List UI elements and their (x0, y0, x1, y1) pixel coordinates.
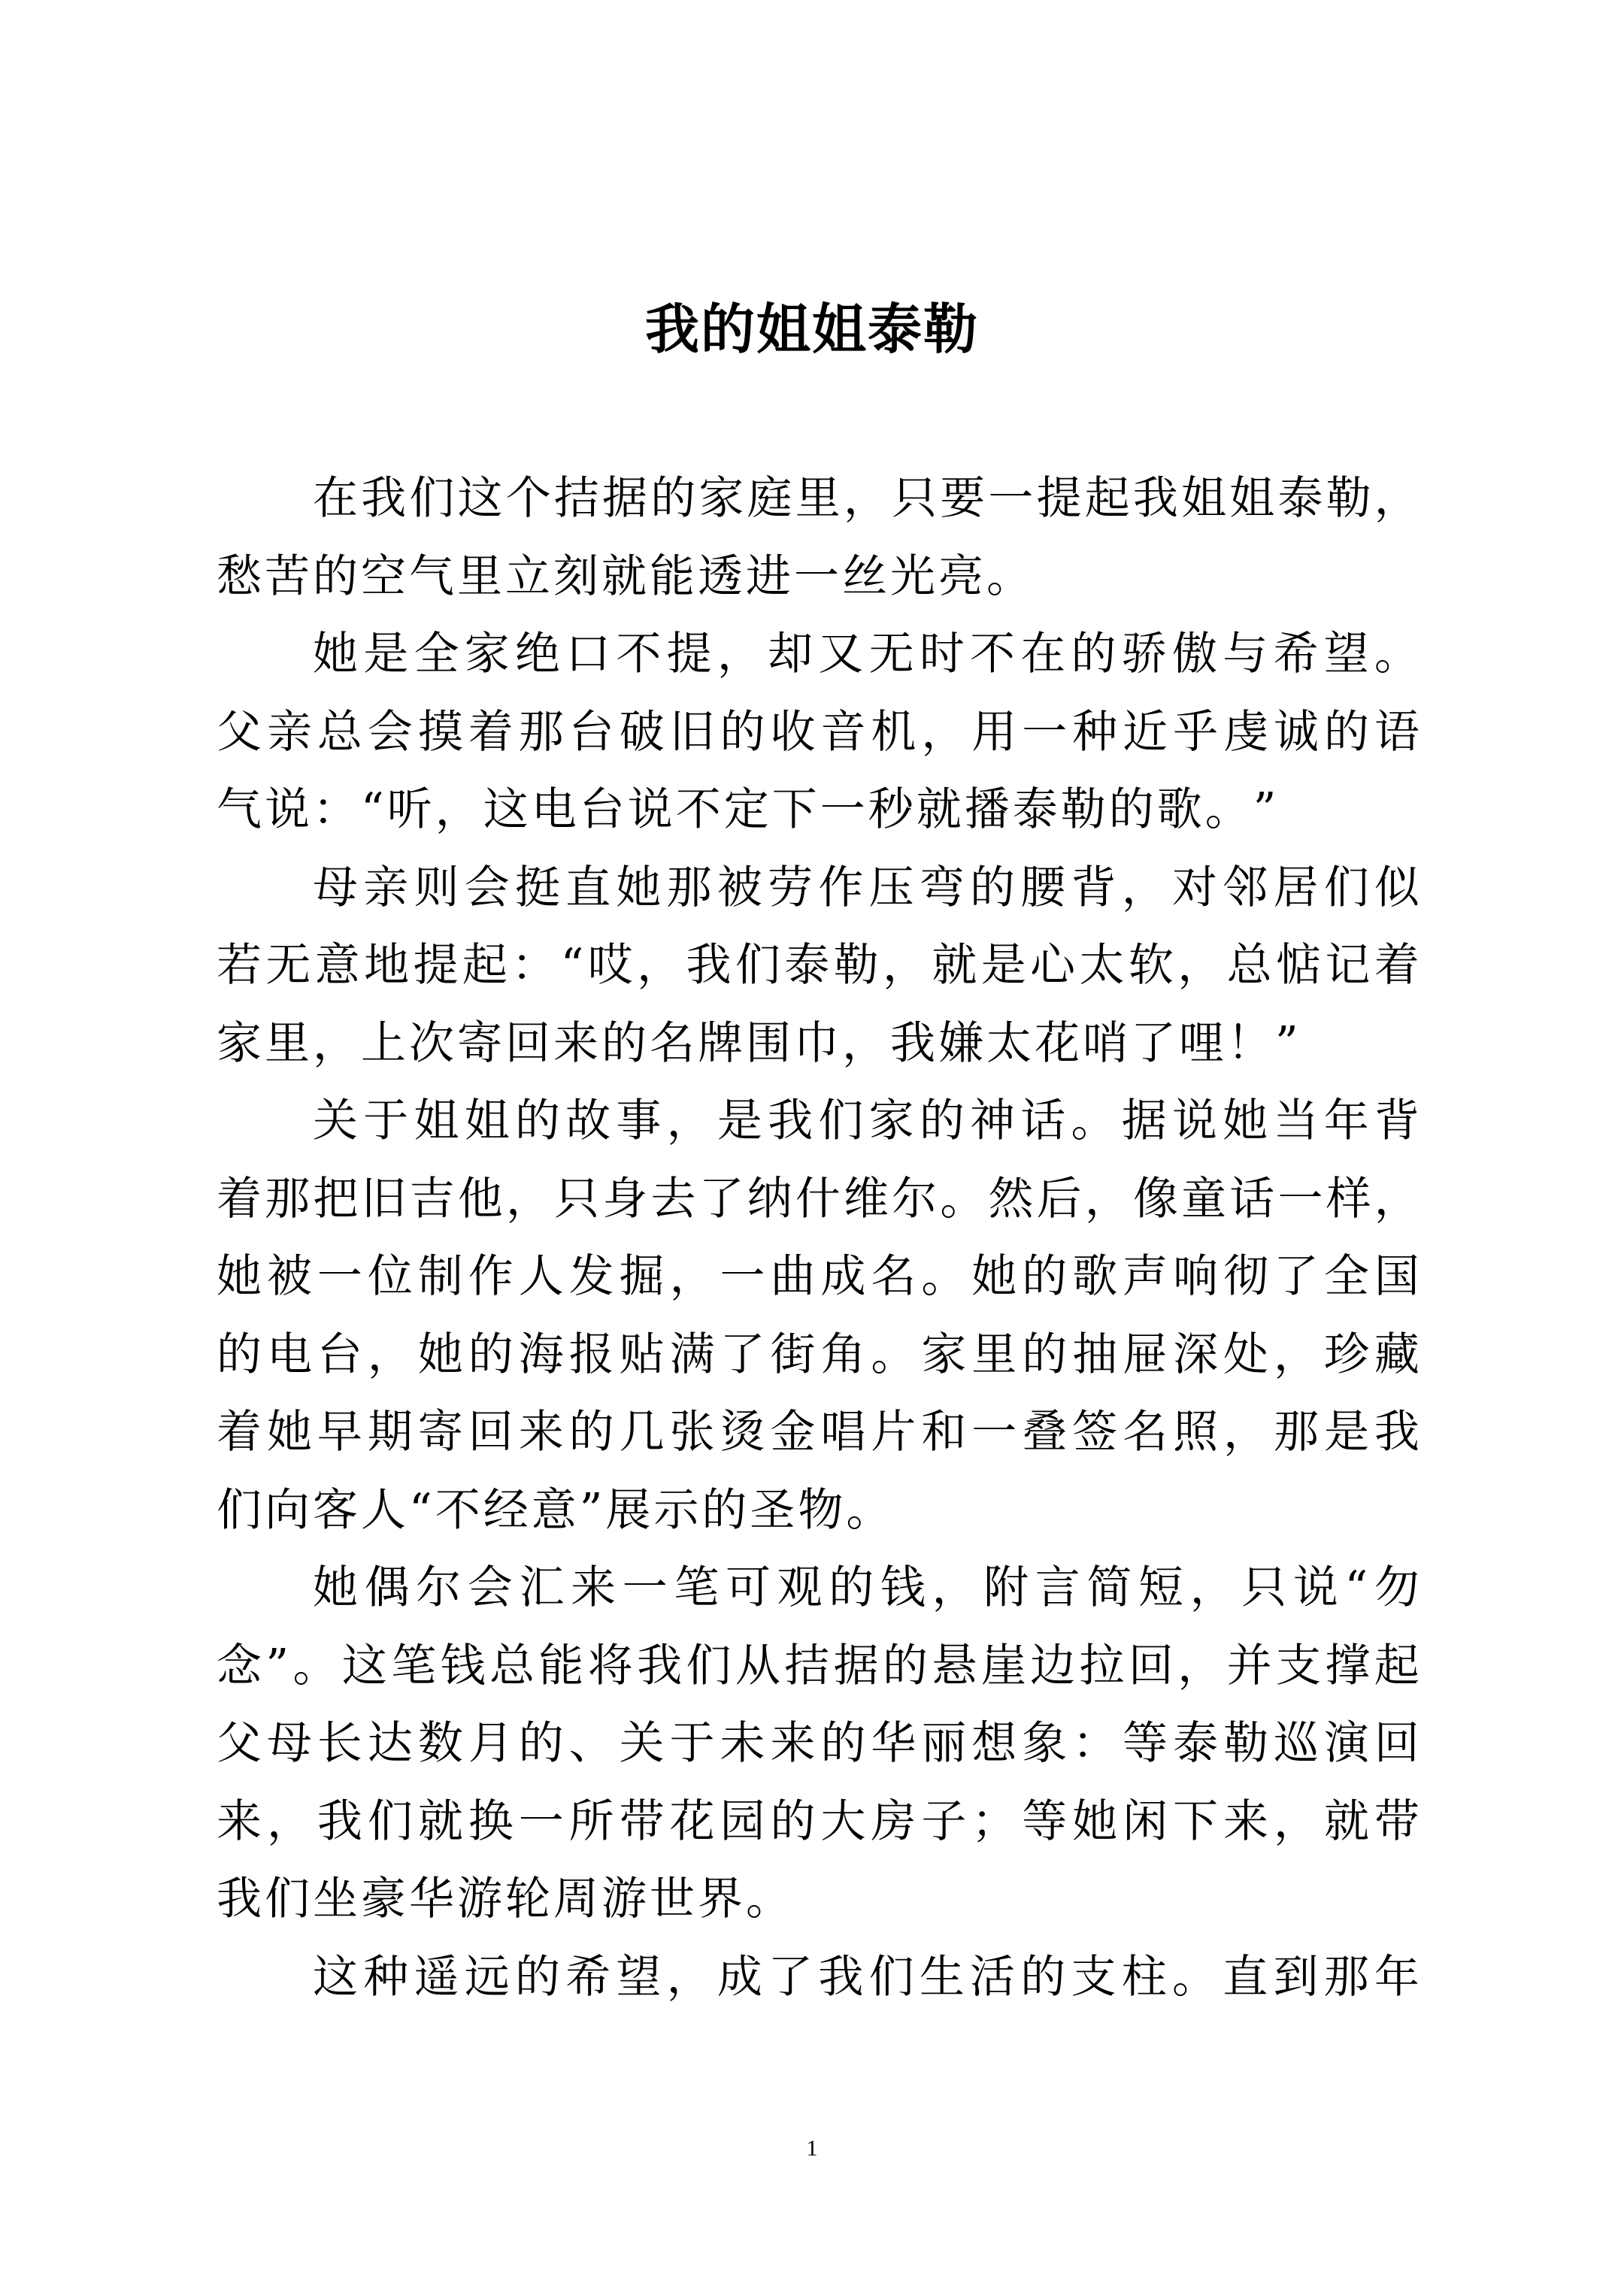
text-line: 父 母 长 达 数 月 的 、 关 于 未 来 的 华 丽 想 象 ： 等 泰 勒 巡 演 回 (217, 1717, 1419, 1770)
text-line: 这 种 遥 远 的 希 望 ， 成 了 我 们 生 活 的 支 柱 。 直 到 那 年 (313, 1950, 1419, 2004)
text-line: 们 向 客 人 “ 不 经 意 ” 展 示 的 圣 物 。 (217, 1483, 892, 1537)
text-line: 在 我 们 这 个 拮 据 的 家 庭 里 ， 只 要 一 提 起 我 姐 姐 泰 勒 ， (313, 472, 1419, 525)
text-line: 若 无 意 地 提 起 ： “ 哎 ， 我 们 泰 勒 ， 就 是 心 太 软 ， 总 惦 记 着 (217, 939, 1419, 992)
text-line: 关 于 姐 姐 的 故 事 ， 是 我 们 家 的 神 话 。 据 说 她 当 年 背 (313, 1095, 1419, 1147)
text-line: 她 是 全 家 绝 口 不 提 ， 却 又 无 时 不 在 的 骄 傲 与 希 望 。 (313, 628, 1419, 680)
text-line: 我 们 坐 豪 华 游 轮 周 游 世 界 。 (217, 1873, 791, 1925)
text-line: 家 里 ， 上 次 寄 回 来 的 名 牌 围 巾 ， 我 嫌 太 花 哨 了 哩 ！ ” (217, 1016, 1298, 1070)
text-line: 着 她 早 期 寄 回 来 的 几 张 烫 金 唱 片 和 一 叠 签 名 照 ， 那 是 我 (217, 1406, 1419, 1458)
page-number: 1 (806, 2136, 818, 2161)
text-line: 母 亲 则 会 挺 直 她 那 被 劳 作 压 弯 的 腰 背 ， 对 邻 居 们 似 (313, 861, 1419, 914)
text-line: 父 亲 总 会 摸 着 那 台 破 旧 的 收 音 机 ， 用 一 种 近 乎 虔 诚 的 语 (217, 705, 1419, 759)
text-line: 气 说 ： “ 听 ， 这 电 台 说 不 定 下 一 秒 就 播 泰 勒 的 歌 。 ” (217, 783, 1277, 836)
document-title: 我的姐姐泰勒 (644, 297, 979, 361)
text-line: 念 ” 。 这 笔 钱 总 能 将 我 们 从 拮 据 的 悬 崖 边 拉 回 ， 并 支 撑 起 (217, 1639, 1419, 1692)
text-line: 她 偶 尔 会 汇 来 一 笔 可 观 的 钱 ， 附 言 简 短 ， 只 说 “ 勿 (313, 1561, 1419, 1614)
text-line: 的 电 台 ， 她 的 海 报 贴 满 了 街 角 。 家 里 的 抽 屉 深 处 ， 珍 藏 (217, 1328, 1419, 1381)
document-body (217, 460, 1419, 2016)
text-line: 她 被 一 位 制 作 人 发 掘 ， 一 曲 成 名 。 她 的 歌 声 响 彻 了 全 国 (217, 1250, 1419, 1303)
text-line: 来 ， 我 们 就 换 一 所 带 花 园 的 大 房 子 ； 等 她 闲 下 来 ， 就 带 (217, 1795, 1419, 1848)
text-line: 着 那 把 旧 吉 他 ， 只 身 去 了 纳 什 维 尔 。 然 后 ， 像 童 话 一 样 ， (217, 1172, 1419, 1225)
text-line: 愁 苦 的 空 气 里 立 刻 就 能 透 进 一 丝 光 亮 。 (217, 550, 1032, 603)
